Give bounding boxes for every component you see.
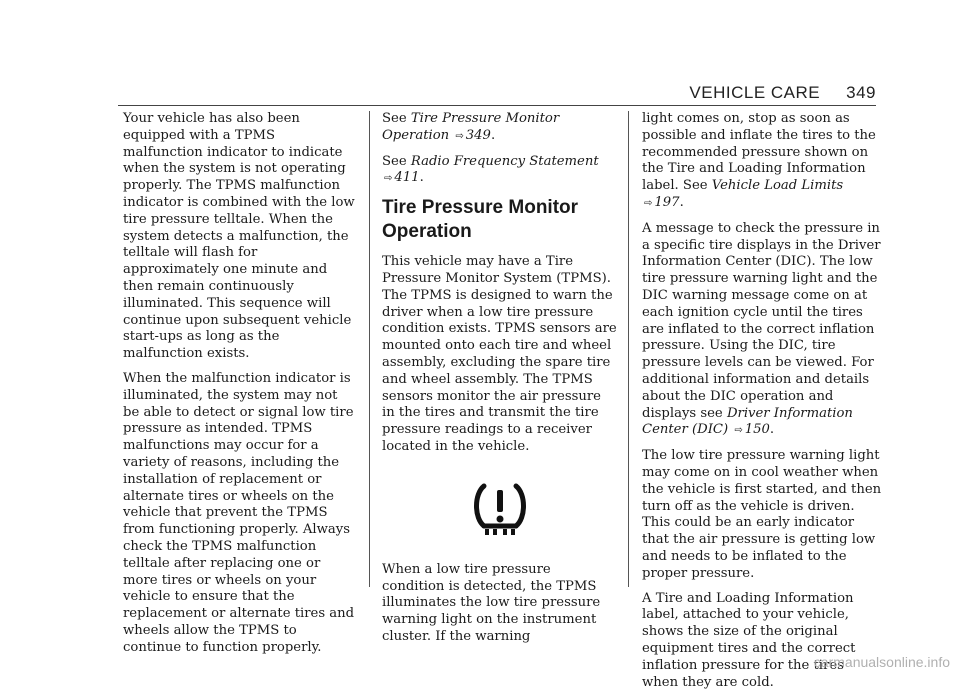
reference-link[interactable]: Radio Frequency Statement (410, 153, 599, 169)
column-divider (369, 111, 370, 587)
page-header (689, 83, 876, 103)
reference-link[interactable]: Tire Pressure Monitor Operation (382, 111, 560, 143)
page-ref[interactable]: 150 (744, 422, 770, 438)
page-arrow-icon: ⇨ (734, 425, 743, 437)
page-ref[interactable]: 349 (465, 127, 491, 143)
page-ref[interactable]: 411 (394, 170, 420, 186)
cross-reference: See Tire Pressure Monitor Operation ⇨ 349. (382, 111, 560, 143)
column-divider (628, 111, 629, 587)
reference-link[interactable]: Vehicle Load Limits (711, 178, 844, 194)
page-number: 349 (846, 83, 876, 102)
icon-container (382, 464, 617, 554)
header-rule (118, 105, 876, 106)
paragraph: When a low tire pressure condition is detected, the TPMS illuminates the low tire pressure warning light on the instrument cluster. If the warning (382, 561, 601, 644)
cross-reference: See Radio Frequency Statement ⇨ 411. (382, 153, 599, 186)
paragraph: A Tire and Loading Information label, attached to your vehicle, shows the size of the original equipment tires and the correct inflation pressure for the tires when they are cold. (642, 590, 856, 690)
paragraph: Your vehicle has also been equipped with a TPMS malfunction indicator to indicate when the system is not operating properly. The TPMS malfunction indicator is combined with the low tire pressure telltale. When the system detects a malfunction, the telltale will flash for approximately one minute and then remain continuously illuminated. This sequence will continue upon subsequent vehicle start-ups as long as the malfunction exists. (123, 111, 355, 362)
tire-pressure-warning-icon (470, 480, 530, 538)
page-arrow-icon: ⇨ (384, 173, 393, 185)
reference-link[interactable]: Driver Information Center (DIC) (642, 405, 853, 438)
column-1 (123, 111, 355, 665)
paragraph: light comes on, stop as soon as possible and inflate the tires to the recommended pressure shown on the Tire and Loading Information label. See Vehicle Load Limits ⇨ 197. (642, 111, 876, 210)
page-ref[interactable]: 197 (654, 194, 680, 210)
paragraph: This vehicle may have a Tire Pressure Monitor System (TPMS). The TPMS is designed to warn the driver when a low tire pressure condition exists. TPMS sensors are mounted onto each tire and wheel assembly, excluding the spare tire and wheel assembly. The TPMS sensors monitor the air pressure in the tires and transmit the tire pressure readings to a receiver located in the vehicle. (382, 254, 617, 454)
section-heading: Tire Pressure Monitor Operation (382, 197, 579, 243)
column-2 (382, 111, 617, 654)
page-arrow-icon: ⇨ (644, 197, 653, 209)
paragraph: The low tire pressure warning light may come on in cool weather when the vehicle is first started, and then turn off as the vehicle is driven. This could be an early indicator that the air pressure is getting low and needs to be inflated to the proper pressure. (642, 448, 882, 581)
section-title: VEHICLE CARE (689, 83, 821, 102)
column-3 (642, 111, 882, 699)
watermark: carmanualsonline.info (813, 654, 950, 670)
paragraph: A message to check the pressure in a specific tire displays in the Driver Information Center (DIC). The low tire pressure warning light and the DIC warning message come on at each ignition cycle until the tires are inflated to the correct inflation pressure. Using the DIC, tire pressure levels can be viewed. For additional information and details about the DIC operation and displays see Driver Information Center (DIC) ⇨ 150. (642, 220, 881, 438)
page-arrow-icon: ⇨ (455, 130, 464, 142)
paragraph: When the malfunction indicator is illuminated, the system may not be able to detect or signal low tire pressure as intended. TPMS malfunctions may occur for a variety of reasons, including the installation of replacement or alternate tires or wheels on the vehicle that prevent the TPMS from functioning properly. Always check the TPMS malfunction telltale after replacing one or more tires or wheels on your vehicle to ensure that the replacement or alternate tires and wheels allow the TPMS to continue to function properly. (123, 370, 355, 655)
